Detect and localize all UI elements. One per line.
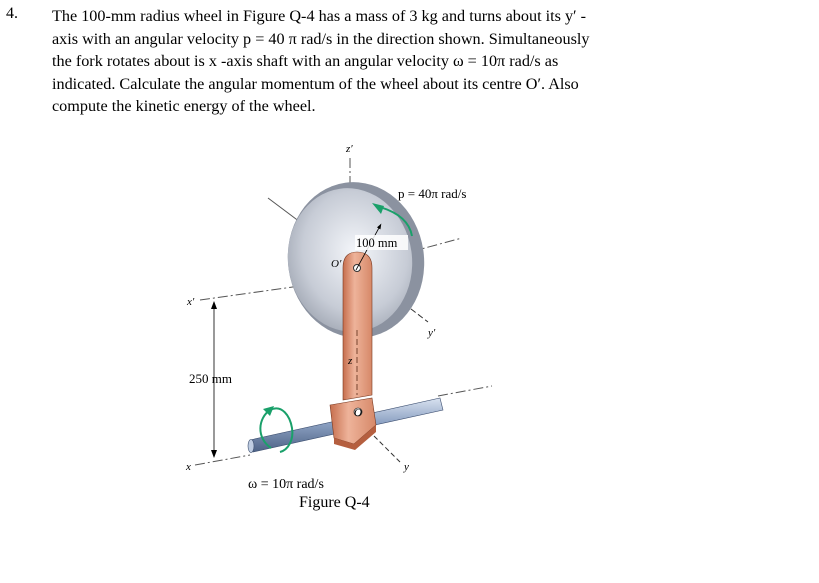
p-label: p = 40π rad/s: [398, 186, 467, 201]
question-line-5: compute the kinetic energy of the wheel.: [52, 97, 316, 115]
y-prime-axis-back: [268, 198, 300, 222]
height-label: 250 mm: [189, 371, 232, 386]
radius-label: 100 mm: [356, 236, 398, 250]
x-axis-left: [195, 455, 250, 465]
omega-label: ω = 10π rad/s: [248, 477, 324, 492]
question-line-4: indicated. Calculate the angular momentum of the wheel about its centre O′. Also: [52, 74, 579, 93]
y-prime-label: y′: [428, 327, 436, 339]
question-line-1: The 100-mm radius wheel in Figure Q-4 has a mass of 3 kg and turns about its y′ -: [52, 7, 587, 25]
x-prime-axis-left: [200, 286, 300, 300]
y-axis: [374, 436, 400, 462]
z-prime-label: z′: [346, 143, 353, 155]
o-prime-label: O′: [331, 258, 342, 270]
height-arrow-bottom: [211, 450, 217, 458]
question-number: 4.: [6, 5, 18, 22]
shaft-end: [248, 440, 254, 453]
x-axis-right: [438, 386, 492, 396]
question-line-2: axis with an angular velocity p = 40 π rad/s in the direction shown. Simultaneously: [52, 29, 590, 48]
o-label: O: [354, 407, 362, 419]
y-label: y: [404, 461, 409, 473]
fork-arm: [343, 252, 372, 400]
height-arrow-top: [211, 301, 217, 309]
figure-caption: Figure Q-4: [299, 494, 370, 511]
z-label: z: [348, 355, 353, 367]
x-label: x: [186, 461, 191, 473]
question-line-3: the fork rotates about is x -axis shaft with an angular velocity ω = 10π rad/s as: [52, 52, 559, 70]
x-prime-label: x′: [187, 296, 195, 308]
